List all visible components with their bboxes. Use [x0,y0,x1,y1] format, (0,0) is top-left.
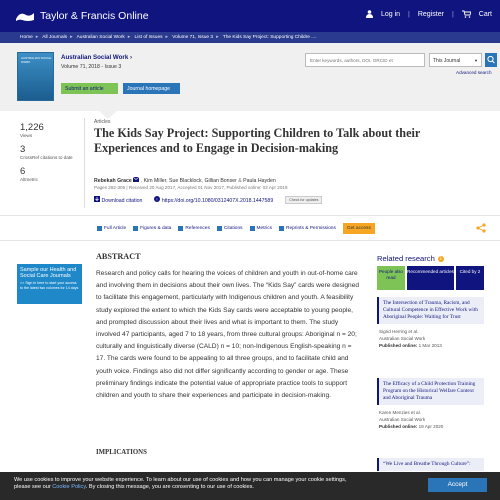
separator: , [140,178,143,184]
related-item-meta [377,328,484,349]
views-count: 1,226 [20,122,44,133]
altmetric-count[interactable]: 6 [20,166,26,177]
article-metrics [20,122,80,188]
advanced-search-link[interactable]: Advanced search [456,70,492,75]
account-links [366,10,492,18]
cart-link[interactable]: Cart [478,10,492,18]
related-research-title: Related research i [377,254,444,263]
reprints-icon [279,226,284,231]
author-list [94,177,276,184]
divider [0,215,500,216]
tab-recommended-articles[interactable]: Recommended articles [407,266,454,290]
implications-heading: IMPLICATIONS [96,449,147,456]
info-icon[interactable]: i [438,256,444,262]
check-updates-badge[interactable]: Check for updates [285,196,322,204]
logo-text: Taylor & Francis Online [40,10,149,22]
submit-article-button[interactable]: Submit an article [61,83,118,94]
user-icon [366,10,373,18]
article-type: Articles [94,119,111,125]
related-item-title[interactable]: The Efficacy of a Child Protection Training Program on the Historical Welfare Context and Aboriginal Trauma [377,378,484,405]
journal-volume[interactable]: Volume 71, 2018 - Issue 3 [61,64,122,70]
tab-metrics[interactable]: Metrics [250,226,272,231]
tab-references[interactable]: References [178,226,210,231]
svg-text:i: i [156,196,158,202]
image-icon [133,226,138,231]
tab-people-also-read[interactable]: People also read [377,266,405,290]
cart-icon[interactable] [462,10,471,18]
related-item [377,378,484,430]
doi-link[interactable]: i https://doi.org/10.1080/0312407X.2018.1447589 [154,196,273,204]
document-icon [97,226,102,231]
references-icon [178,226,183,231]
breadcrumb-issues[interactable]: List of Issues [134,35,163,40]
separator: | [451,10,454,18]
separator: , [201,178,204,184]
header-pointer [99,111,117,119]
doi-icon [154,196,160,202]
journal-cover[interactable] [17,52,54,101]
breadcrumb-chevron-icon: ▸ [165,35,168,40]
cover-title: AUSTRALIAN SOCIAL WORK [21,56,52,64]
breadcrumb-chevron-icon: ▸ [127,35,131,40]
author-name[interactable]: Sue Blacklock [168,178,202,184]
related-item-title[interactable]: “We Live and Breathe Through Culture”: [377,458,484,471]
tab-cited-by[interactable]: Cited by 2 [456,266,484,290]
abstract-heading: ABSTRACT [96,252,141,261]
separator: & [238,178,242,184]
search-scope-value: This Journal [433,58,461,64]
related-item-title[interactable]: The Intersection of Trauma, Racism, and Cultural Competence in Effective Work with Aboriginal People: Waiting for Trust [377,297,484,324]
breadcrumb-chevron-icon: ▸ [70,35,73,40]
cookie-text-line2: please see our Cookie Policy. By closing this message, you are consenting to our use of cookies. [14,484,254,490]
author-name[interactable]: Paula Hayden [243,178,276,184]
breadcrumb [0,32,500,43]
article-title: The Kids Say Project: Supporting Children to Talk about their Experiences and to Engage in Decision-making [94,126,421,155]
article-tabs [97,223,375,234]
related-tabs [377,266,484,290]
ad-subtext: >> Sign in here to start your access to the latest two volumes for 14 days [20,281,79,290]
share-icon[interactable] [476,223,486,233]
related-item-date: Published online: 19 Apr 2020 [379,424,444,429]
download-icon [94,196,100,202]
get-access-button[interactable]: Get access [343,223,375,234]
citations-icon [217,226,222,231]
related-item-meta [377,409,484,430]
cookie-policy-link[interactable]: Cookie Policy [52,484,86,490]
search-scope-select[interactable] [429,53,482,67]
breadcrumb-chevron-icon: ▸ [216,35,219,40]
author-name[interactable]: Rebekah Grace [94,178,132,184]
breadcrumb-all-journals[interactable]: All Journals [42,35,68,40]
related-item-journal: Australian Social Work [379,417,426,422]
tab-full-article[interactable]: Full Article [97,226,126,231]
ad-heading: Sample our Health and Social Care Journals [20,267,77,279]
journal-title[interactable]: Australian Social Work › [61,54,133,61]
tab-reprints[interactable]: Reprints & Permissions [279,226,336,231]
abstract-text: Research and policy calls for hearing the voices of children and youth in out-of-home care and involving them in decisions about their own lives. The “Kids Say” cards were designed to facilitate this engagement, particularly with Indigenous children and youth. A feasibility study explored the extent to which the Kids Say cards were acceptable to young people, and prompted discussion about their lives and what is important to them. The study involved 47 participants, aged 7 to 18 years, from three cultural groups: Aboriginal n = 20; culturally and linguistically diverse (CALD) n = 10; non-Indigenous English-speaking n = 17. The cards were found to be appealing to all three groups, and to facilitate child and youth voice. Findings also did not differ significantly according to gender or age. These preliminary findings indicate the potential value of appropriate practice tools to support children and youth to share their experiences and participate in decision-making. [96,270,360,400]
download-citation-link[interactable]: Download citation [94,196,142,204]
tf-logo-icon [14,9,36,23]
logo[interactable] [14,9,149,23]
related-item-author: Sigrid Herring et al. [379,329,419,334]
breadcrumb-issue[interactable]: Volume 71, Issue 3 [172,35,214,40]
separator: , [166,178,168,184]
sample-journals-ad[interactable] [17,264,82,304]
tab-citations[interactable]: Citations [217,226,243,231]
altmetric-label: Altmetric [20,177,38,182]
related-item-journal: Australian Social Work [379,336,426,341]
cookie-text-line1: We use cookies to improve your website experience. To learn about our use of cookies and how you can manage your cookie settings, [14,477,347,483]
related-item [377,458,484,471]
breadcrumb-journal[interactable]: Australian Social Work [76,35,125,40]
accept-cookies-button[interactable]: Accept [428,478,487,492]
chevron-down-icon: ▼ [474,58,478,63]
breadcrumb-chevron-icon: ▸ [35,35,39,40]
top-bar [0,0,500,32]
related-item-date: Published online: 1 Mar 2013 [379,343,442,348]
metrics-icon [250,226,255,231]
register-link[interactable]: Register [417,10,444,18]
journal-header [0,43,500,111]
chevron-right-icon: › [130,54,133,61]
email-icon[interactable] [133,177,139,182]
crossref-label: CrossRef citations to date [20,155,73,160]
related-item-author: Karen Menzies et al. [379,410,421,415]
views-label: Views [20,133,33,138]
journal-homepage-button[interactable]: Journal homepage [123,83,180,94]
separator: | [408,10,410,18]
tab-figures[interactable]: Figures & data [133,226,171,231]
related-item [377,297,484,349]
search-input[interactable] [305,53,425,67]
search-icon [485,53,497,67]
author-name[interactable]: Gillian Bonser [204,178,237,184]
login-link[interactable]: Log in [380,10,401,18]
divider [0,240,500,241]
crossref-count[interactable]: 3 [20,144,26,155]
search-button[interactable] [485,53,497,67]
breadcrumb-home[interactable]: Home [20,35,33,40]
breadcrumb-current: The Kids Say Project: Supporting Childre .... [222,35,317,40]
cookie-banner [0,472,500,500]
divider [84,118,85,208]
article-links [94,196,322,204]
author-name[interactable]: Kim Miller [143,178,167,184]
publication-info: Pages 282-305 | Received 20 Aug 2017, Accepted 01 Nov 2017, Published online: 02 Apr 2018 [94,185,288,190]
